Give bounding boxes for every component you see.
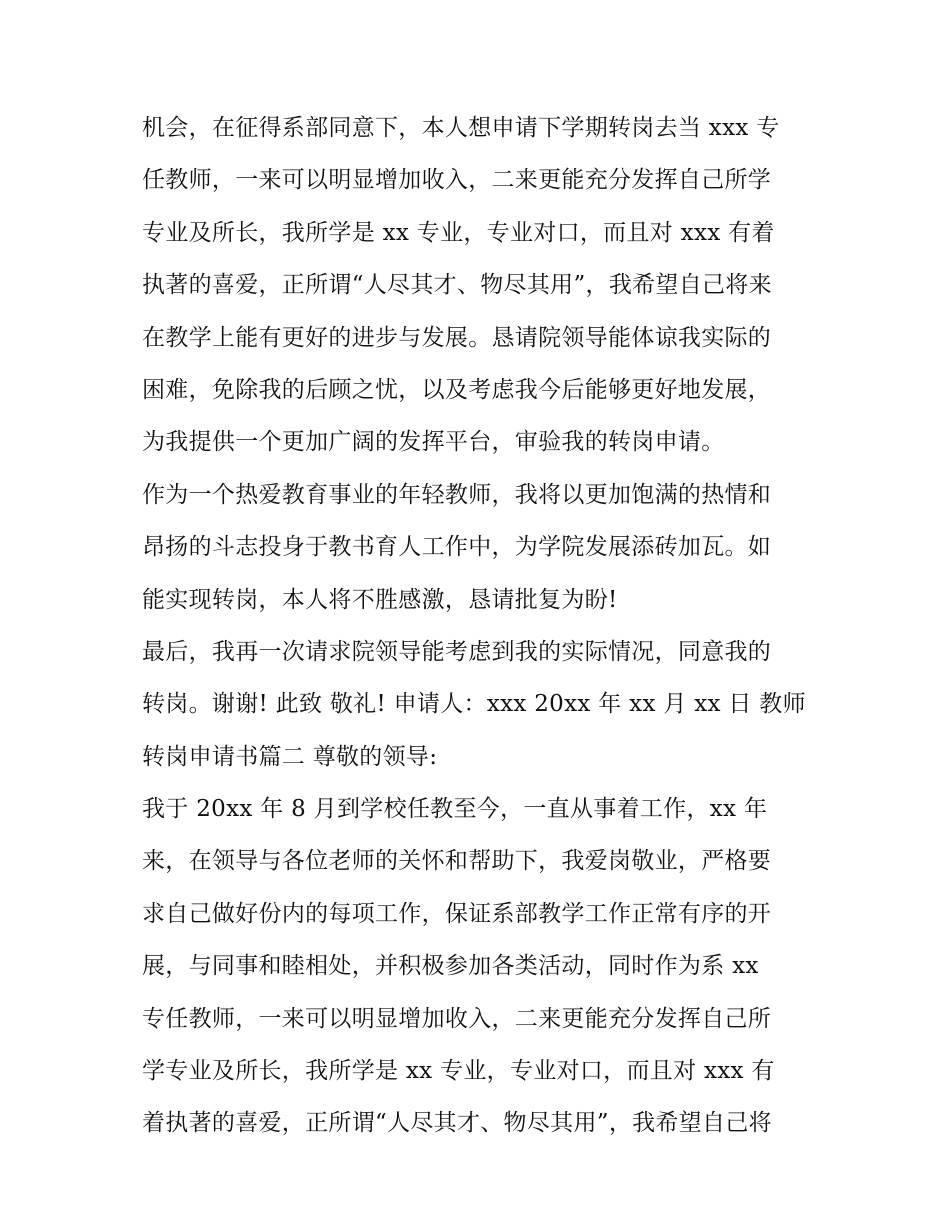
text-line: 专任教师，一来可以明显增加收入，二来更能充分发挥自己所 [142, 1005, 772, 1032]
text-line: 为我提供一个更加广阔的发挥平台，审验我的转岗申请。 [142, 429, 725, 456]
text-line: 能实现转岗，本人将不胜感激，恳请批复为盼! [142, 586, 618, 613]
text-line: 最后，我再一次请求院领导能考虑到我的实际情况，同意我的 [142, 638, 772, 665]
text-line: 机会，在征得系部同意下，本人想申请下学期转岗去当 xxx 专 [142, 115, 780, 141]
document-body [142, 108, 822, 1156]
text-line: 学专业及所长，我所学是 xx 专业，专业对口，而且对 xxx 有 [142, 1058, 775, 1085]
text-line: 专业及所长，我所学是 xx 专业，专业对口，而且对 xxx 有着 [142, 219, 775, 246]
text-line: 着执著的喜爱，正所谓“人尽其才、物尽其用”，我希望自己将 [142, 1110, 772, 1137]
text-line: 在教学上能有更好的进步与发展。恳请院领导能体谅我实际的 [142, 324, 772, 351]
text-line: 转岗。谢谢! 此致 敬礼! 申请人：xxx 20xx 年 xx 月 xx 日 教师 [142, 691, 806, 718]
text-line: 展，与同事和睦相处，并积极参加各类活动，同时作为系 xx [142, 953, 759, 980]
text-line: 来，在领导与各位老师的关怀和帮助下，我爱岗敬业，严格要 [142, 848, 772, 875]
text-line: 执著的喜爱，正所谓“人尽其才、物尽其用”，我希望自己将来 [142, 272, 772, 299]
text-line: 我于 20xx 年 8 月到学校任教至今，一直从事着工作，xx 年 [142, 796, 768, 823]
text-line: 任教师，一来可以明显增加收入，二来更能充分发挥自己所学 [142, 167, 772, 194]
text-line: 转岗申请书篇二 尊敬的领导: [142, 743, 438, 770]
text-line: 困难，免除我的后顾之忧，以及考虑我今后能够更好地发展， [142, 376, 772, 403]
text-line: 作为一个热爱教育事业的年轻教师，我将以更加饱满的热情和 [142, 481, 772, 508]
text-line: 求自己做好份内的每项工作，保证系部教学工作正常有序的开 [142, 900, 772, 927]
text-line: 昂扬的斗志投身于教书育人工作中，为学院发展添砖加瓦。如 [142, 534, 772, 561]
